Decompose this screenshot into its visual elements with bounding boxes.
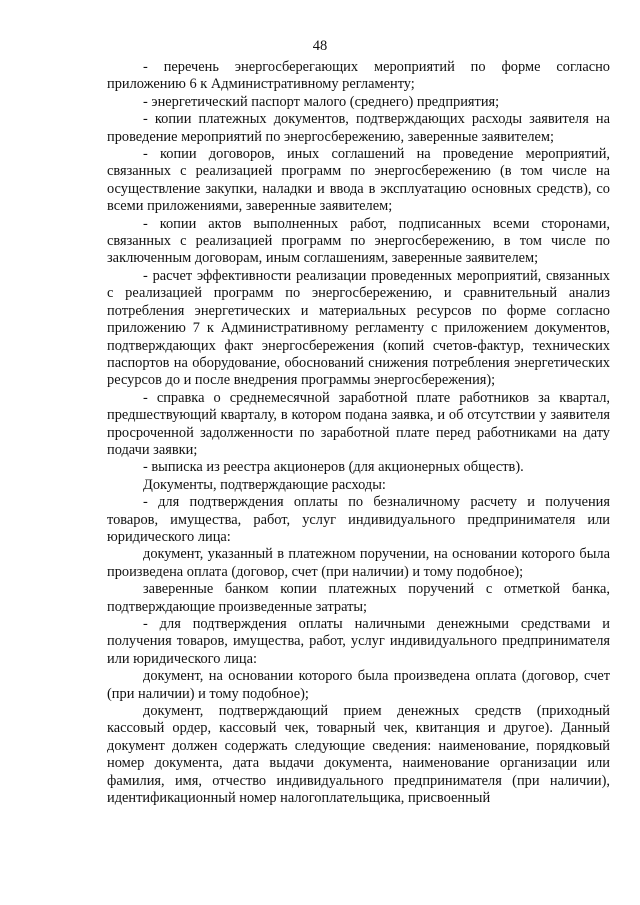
body-text bbox=[107, 59, 610, 807]
paragraph: заверенные банком копии платежных поручений с отметкой банка, подтверждающие произведенные затраты; bbox=[107, 581, 610, 615]
paragraph: - расчет эффективности реализации проведенных мероприятий, связанных с реализацией программ по энергосбережению, и сравнительный анализ потребления энергетических и материальных ресурсов по форме согласно приложению 7 к Административному регламенту с приложением документов, подтверждающих факт энергосбережения (копий счетов-фактур, технических паспортов на оборудование, обоснований снижения потребления энергетических ресурсов до и после внедрения программы энергосбережения); bbox=[107, 267, 610, 389]
paragraph: - копии актов выполненных работ, подписанных всеми сторонами, связанных с реализацией программ по энергосбережению, в том числе по заключенным договорам, иным соглашениям, заверенные заявителем; bbox=[107, 215, 610, 267]
paragraph: Документы, подтверждающие расходы: bbox=[143, 476, 386, 493]
paragraph: документ, на основании которого была произведена оплата (договор, счет (при наличии) и тому подобное); bbox=[107, 668, 610, 702]
paragraph: - энергетический паспорт малого (среднего) предприятия; bbox=[143, 93, 500, 110]
paragraph: документ, указанный в платежном поручении, на основании которого была произведена оплата (договор, счет (при наличии) и тому подобное); bbox=[107, 546, 610, 580]
page-number: 48 bbox=[312, 38, 328, 54]
paragraph: - копии договоров, иных соглашений на проведение мероприятий, связанных с реализацией программ по энергосбережению (в том числе на осуществление закупки, наладки и ввода в эксплуатацию основных средств), со всеми приложениями, заверенные заявителем; bbox=[107, 146, 610, 215]
paragraph: - выписка из реестра акционеров (для акционерных обществ). bbox=[143, 459, 524, 476]
paragraph: - справка о среднемесячной заработной плате работников за квартал, предшествующий кварталу, в котором подана заявка, и об отсутствии у заявителя просроченной задолженности по заработной плате перед работниками на дату подачи заявки; bbox=[107, 389, 610, 458]
paragraph: - для подтверждения оплаты по безналичному расчету и получения товаров, имущества, работ, услуг индивидуального предпринимателя или юридического лица: bbox=[107, 494, 610, 545]
paragraph: - копии платежных документов, подтверждающих расходы заявителя на проведение мероприятий по энергосбережению, заверенные заявителем; bbox=[107, 111, 610, 145]
paragraph: - для подтверждения оплаты наличными денежными средствами и получения товаров, имущества, работ, услуг индивидуального предпринимателя или юридического лица: bbox=[107, 616, 610, 667]
paragraph: - перечень энергосберегающих мероприятий по форме согласно приложению 6 к Административному регламенту; bbox=[107, 59, 610, 93]
paragraph: документ, подтверждающий прием денежных средств (приходный кассовый ордер, кассовый чек, товарный чек, квитанция и другое). Данный документ должен содержать следующие сведения: наименование, порядковый номер документа, дата выдачи документа, наименование организации или фамилия, имя, отчество индивидуального предпринимателя (при наличии), идентификационный номер налогоплательщика, присвоенный bbox=[107, 703, 610, 807]
